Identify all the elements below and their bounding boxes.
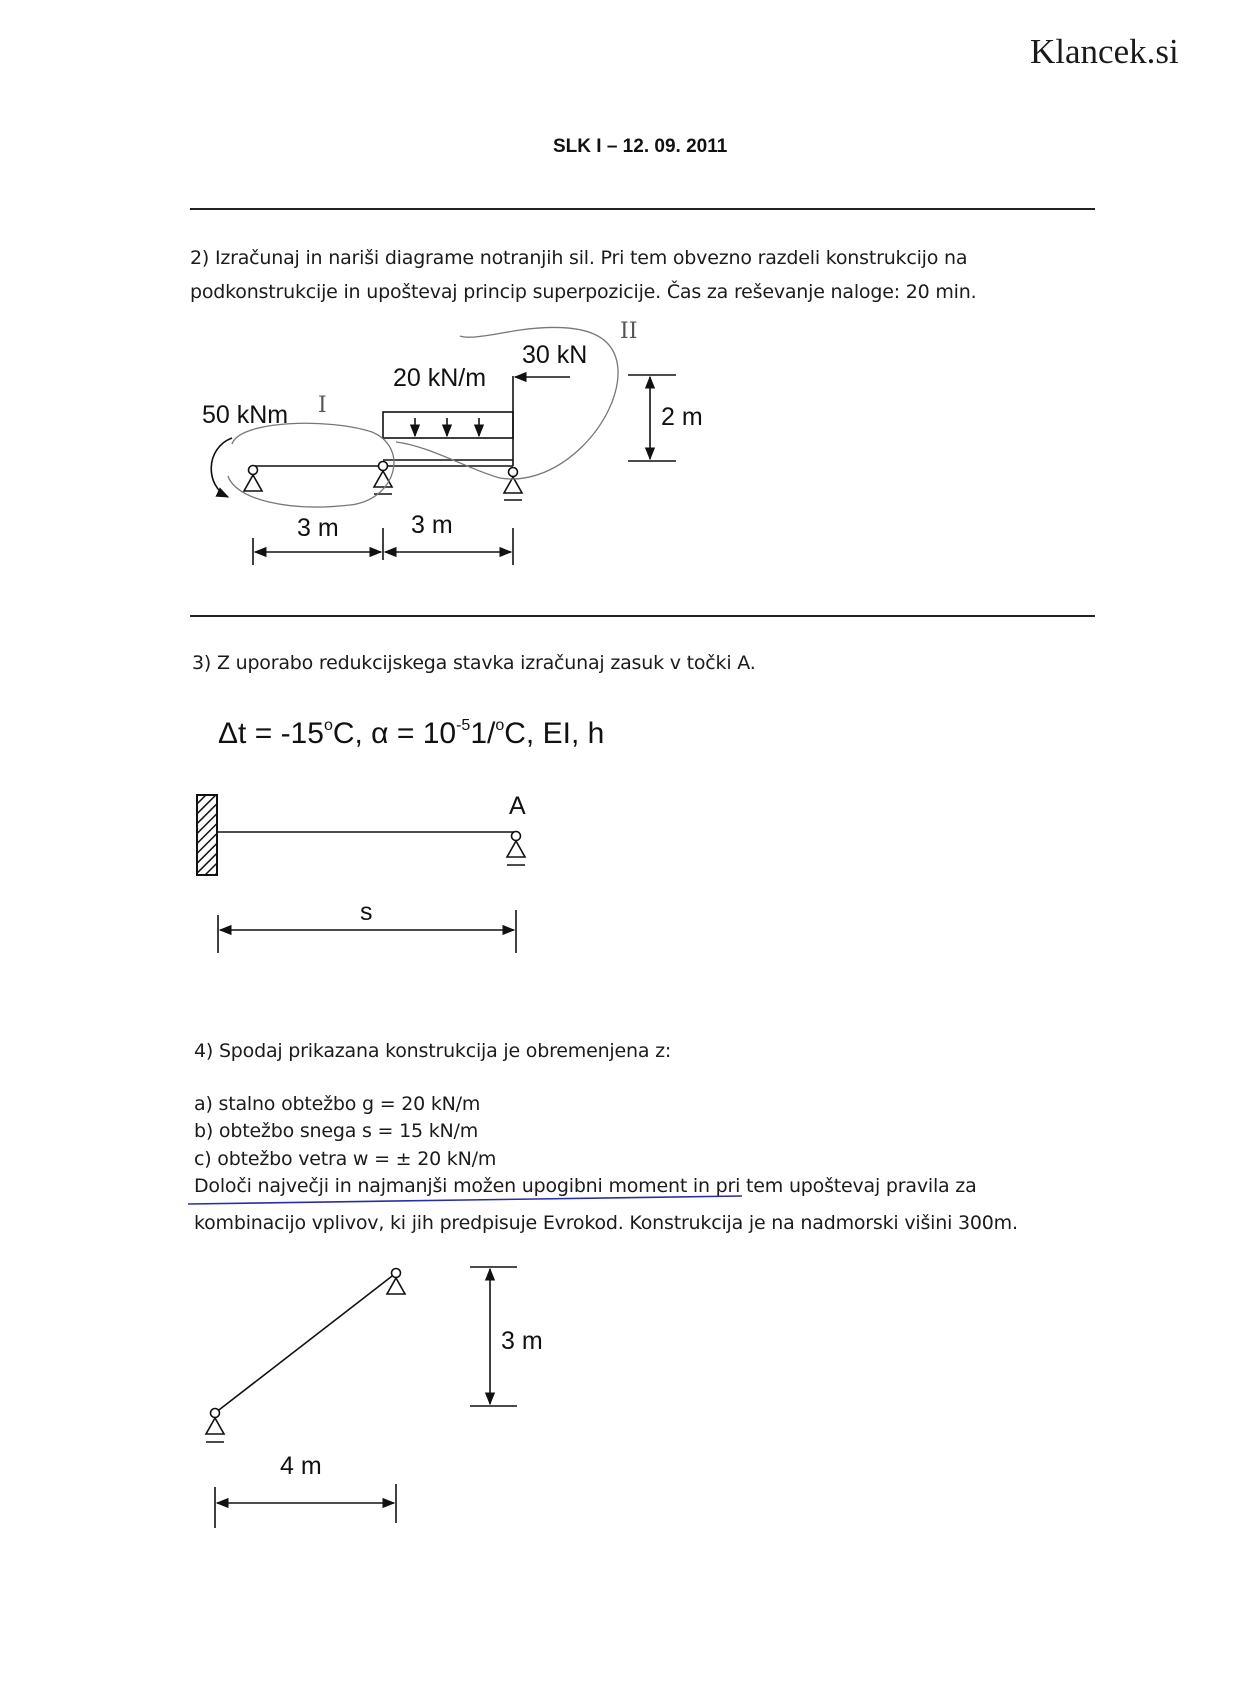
task2-span-dimension — [253, 528, 513, 565]
task2-support-left — [244, 466, 262, 492]
task4-text-line4: Določi največji in najmanjši možen upogibni moment in pri tem upoštevaj pravila za — [194, 1175, 977, 1197]
task3-formula-deg1: o — [323, 717, 333, 734]
task3-support-a — [507, 832, 525, 866]
task3-formula-delta: Δt = -15 — [218, 717, 324, 750]
task4-support-bottom — [206, 1409, 224, 1443]
task2-point-load-label: 30 kN — [522, 341, 588, 369]
task2-height-label: 2 m — [661, 403, 703, 431]
task2-distributed-load-label: 20 kN/m — [393, 364, 487, 392]
task3-text-line1: 3) Z uporabo redukcijskega stavka izračunaj zasuk v točki A. — [192, 652, 756, 674]
task2-pencil-mark-1: I — [318, 393, 327, 418]
task3-fixed-wall — [197, 795, 217, 875]
task2-moment-label: 50 kNm — [202, 401, 289, 429]
task3-formula-unit2: 1/ — [470, 717, 496, 750]
task3-formula — [218, 717, 604, 750]
task3-span-label: s — [360, 898, 373, 926]
task4-inclined-beam — [215, 1273, 396, 1413]
task2-span2-label: 3 m — [411, 511, 453, 539]
task4-item-a: a) stalno obtežbo g = 20 kN/m — [194, 1093, 481, 1115]
task4-text-line5: kombinacijo vplivov, ki jih predpisuje Evrokod. Konstrukcija je na nadmorski višini 300m. — [194, 1212, 1018, 1234]
task4-support-top — [387, 1269, 405, 1295]
task4-item-c: c) obtežbo vetra w = ± 20 kN/m — [194, 1148, 497, 1170]
brand-logo-text: Klancek.si — [1030, 32, 1179, 71]
task2-pencil-mark-2: II — [620, 319, 638, 344]
task2-distributed-load — [383, 412, 513, 460]
task3-formula-deg2: o — [495, 717, 505, 734]
task2-text-line1: 2) Izračunaj in nariši diagrame notranjih sil. Pri tem obvezno razdeli konstrukcijo na — [190, 247, 968, 269]
task3-formula-exp: -5 — [456, 717, 471, 734]
task4-span-label: 4 m — [280, 1452, 322, 1480]
task4-figure — [206, 1267, 517, 1528]
task4-pen-underline — [188, 1196, 742, 1204]
task4-span-dimension — [215, 1484, 396, 1528]
task3-figure — [197, 795, 525, 953]
task4-height-label: 3 m — [501, 1327, 543, 1355]
task3-formula-tail: C, EI, h — [504, 717, 605, 750]
task2-support-right — [504, 468, 522, 501]
task3-point-label: A — [509, 792, 526, 820]
task2-moment-arrow — [211, 438, 232, 497]
task2-span1-label: 3 m — [297, 514, 339, 542]
exam-title: SLK I – 12. 09. 2011 — [553, 136, 728, 157]
task4-text-intro: 4) Spodaj prikazana konstrukcija je obremenjena z: — [194, 1040, 672, 1062]
task2-text-line2: podkonstrukcije in upoštevaj princip superpozicije. Čas za reševanje naloge: 20 min. — [190, 281, 977, 303]
task4-item-b: b) obtežbo snega s = 15 kN/m — [194, 1120, 479, 1142]
task3-formula-unit1: C, α = 10 — [332, 717, 457, 750]
